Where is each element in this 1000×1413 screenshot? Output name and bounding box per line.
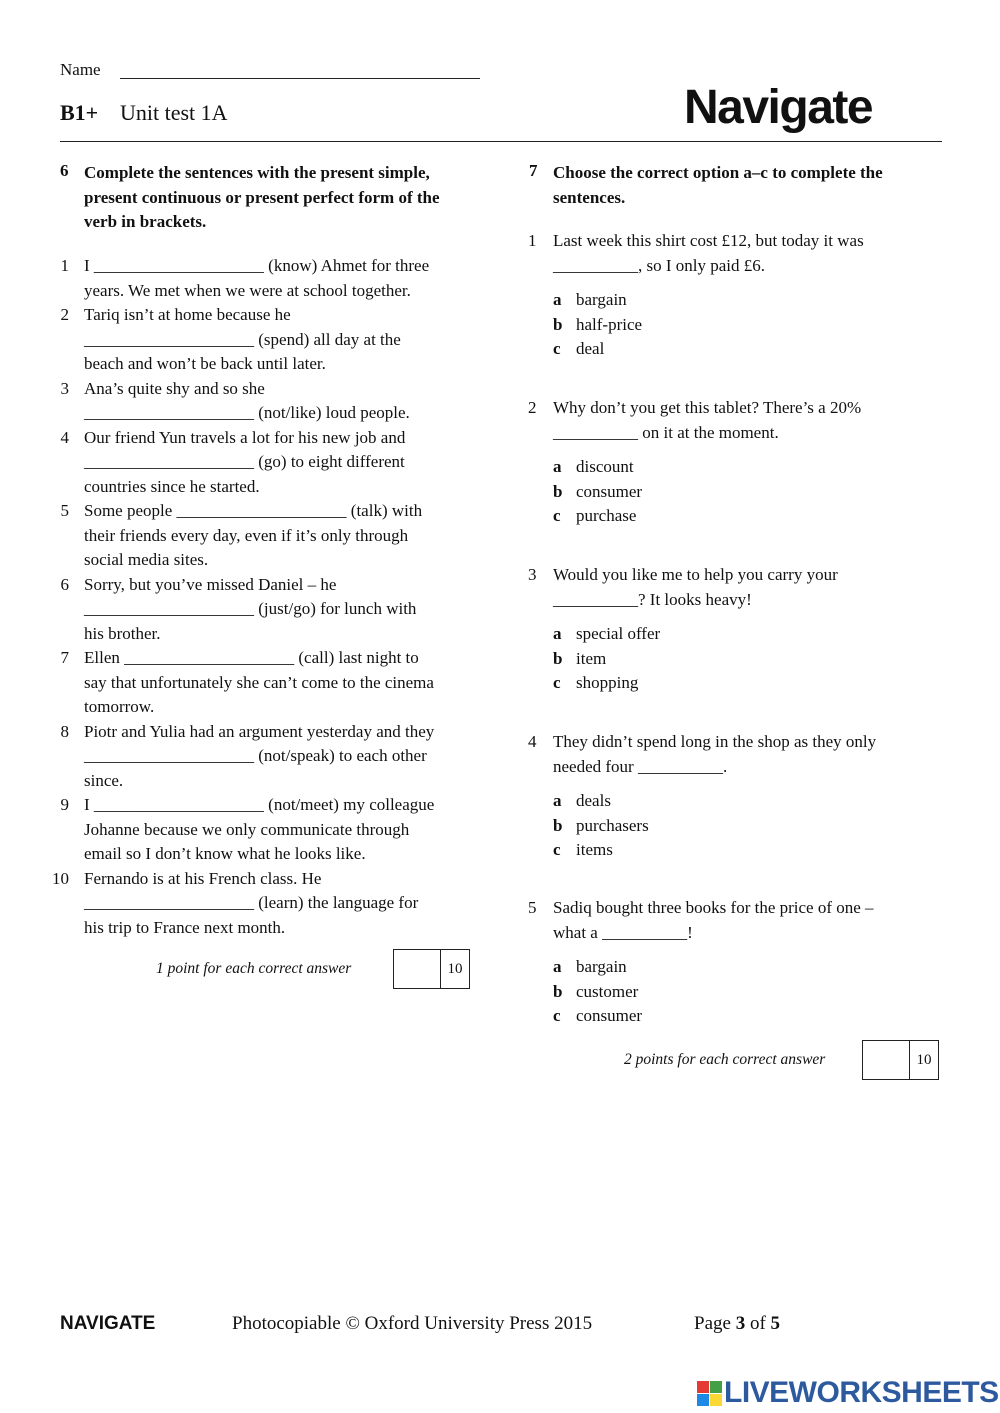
level-label: B1+	[60, 100, 99, 125]
question-line: Last week this shirt cost £12, but today it was	[553, 231, 864, 250]
section6-item	[50, 646, 470, 720]
item-number: 8	[60, 721, 69, 741]
option-text: items	[576, 840, 613, 859]
item-line: his trip to France next month.	[84, 917, 286, 937]
item-text[interactable]	[84, 254, 470, 303]
item-line: Piotr and Yulia had an argument yesterday and they	[84, 721, 435, 741]
item-number: 1	[60, 256, 69, 275]
section7-instruction: Choose the correct option a–c to complete the sentences.	[553, 163, 883, 207]
footer-page-number	[694, 1313, 780, 1335]
item-text[interactable]	[84, 499, 470, 573]
section7-points-text: 2 points for each correct answer	[624, 1051, 826, 1068]
question-line: Why don’t you get this tablet? There’s a 20%	[553, 398, 862, 417]
question-line: Would you like me to help you carry your	[553, 565, 838, 584]
question-number: 4	[528, 732, 537, 751]
option-letter: a	[553, 957, 562, 976]
section6-score-input[interactable]	[394, 950, 441, 988]
item-line: tomorrow.	[84, 697, 155, 716]
option-letter: c	[553, 840, 561, 859]
question-text	[553, 896, 928, 945]
item-line: ____________________ (not/speak) to each other	[84, 746, 427, 765]
option-b[interactable]	[553, 980, 638, 1005]
section7-max-score: 10	[916, 1051, 932, 1068]
option-letter: c	[553, 673, 561, 692]
item-number: 4	[60, 427, 69, 447]
item-line: ____________________ (spend) all day at the	[84, 329, 401, 349]
item-line: email so I don’t know what he looks like.	[84, 844, 366, 863]
option-letter: c	[553, 1006, 561, 1025]
item-line: Ana’s quite shy and so she	[84, 378, 265, 398]
option-letter: b	[553, 815, 563, 835]
item-line: years. We met when we were at school together.	[84, 280, 411, 300]
item-line: their friends every day, even if it’s only through	[84, 525, 409, 545]
page-current: 3	[735, 1313, 746, 1334]
item-line: Some people ____________________ (talk) with	[84, 501, 423, 520]
item-line: Tariq isn’t at home because he	[84, 305, 291, 324]
item-line: say that unfortunately she can’t come to the cinema	[84, 672, 434, 692]
item-line: I ____________________ (know) Ahmet for three	[84, 256, 430, 275]
option-b[interactable]	[553, 814, 649, 839]
option-c[interactable]	[553, 1004, 642, 1029]
option-text: shopping	[576, 673, 639, 692]
question-number: 2	[528, 398, 537, 417]
section6-item	[50, 426, 470, 500]
option-letter: a	[553, 290, 562, 309]
section6-score-box	[393, 949, 470, 989]
option-b[interactable]	[553, 647, 606, 672]
option-a[interactable]	[553, 288, 627, 313]
item-number: 10	[52, 868, 69, 888]
option-c[interactable]	[553, 671, 638, 696]
item-number: 6	[60, 574, 69, 594]
item-line: Fernando is at his French class. He	[84, 868, 322, 888]
item-text[interactable]	[84, 377, 470, 426]
option-text: item	[576, 648, 607, 668]
section6-item	[50, 377, 470, 426]
item-line: social media sites.	[84, 550, 209, 569]
item-text[interactable]	[84, 646, 470, 720]
option-b[interactable]	[553, 480, 642, 505]
name-label: Name	[60, 60, 101, 79]
item-text[interactable]	[84, 573, 470, 647]
option-c[interactable]	[553, 838, 613, 863]
item-text[interactable]	[84, 303, 470, 377]
section6-item	[50, 720, 470, 794]
option-a[interactable]	[553, 955, 627, 980]
unit-title: Unit test 1A	[120, 100, 228, 125]
item-text[interactable]	[84, 426, 470, 500]
item-text[interactable]	[84, 867, 470, 941]
section7-number: 7	[529, 161, 538, 180]
question-number: 5	[528, 898, 537, 917]
option-text: customer	[576, 981, 639, 1001]
section7-score-input[interactable]	[863, 1041, 910, 1079]
section7-question	[528, 896, 928, 945]
section7-question	[528, 396, 928, 445]
option-text: discount	[576, 457, 634, 476]
item-line: beach and won’t be back until later.	[84, 354, 326, 373]
option-text: consumer	[576, 1006, 643, 1025]
item-line: since.	[84, 770, 124, 790]
logo-square	[697, 1394, 709, 1406]
footer-brand: NAVIGATE	[60, 1313, 156, 1334]
item-line: Sorry, but you’ve missed Daniel – he	[84, 574, 337, 594]
logo-square	[710, 1394, 722, 1406]
item-number: 5	[60, 501, 69, 520]
option-letter: a	[553, 624, 562, 643]
option-c[interactable]	[553, 337, 604, 362]
question-text	[553, 563, 928, 612]
item-line: Our friend Yun travels a lot for his new job and	[84, 427, 406, 447]
item-line: I ____________________ (not/meet) my colleague	[84, 795, 435, 814]
option-text: half-price	[576, 314, 643, 334]
option-letter: a	[553, 457, 562, 476]
option-letter: a	[553, 791, 562, 810]
item-line: Johanne because we only communicate through	[84, 819, 410, 839]
section6-item	[50, 499, 470, 573]
item-number: 2	[60, 305, 69, 324]
item-line: countries since he started.	[84, 476, 260, 496]
section7-question	[528, 229, 928, 278]
option-text: consumer	[576, 481, 643, 501]
logo-square	[697, 1381, 709, 1393]
footer-copyright: Photocopiable © Oxford University Press 2015	[232, 1313, 593, 1334]
item-number: 3	[60, 378, 69, 398]
name-field[interactable]	[120, 78, 480, 79]
liveworksheets-logo-icon	[697, 1381, 721, 1405]
item-number: 9	[60, 795, 69, 814]
option-a[interactable]	[553, 789, 611, 814]
section6-number: 6	[60, 161, 69, 180]
item-line: ____________________ (go) to eight different	[84, 452, 405, 471]
question-text	[553, 396, 928, 445]
item-line: ____________________ (just/go) for lunch with	[84, 599, 417, 618]
option-text: purchase	[576, 506, 637, 525]
section6-max-score: 10	[447, 960, 463, 977]
section6-item	[50, 793, 470, 867]
option-c[interactable]	[553, 504, 636, 529]
option-text: purchasers	[576, 815, 649, 835]
section6-item	[50, 867, 470, 941]
option-letter: c	[553, 339, 561, 358]
question-line: what a __________!	[553, 922, 693, 942]
question-line: __________? It looks heavy!	[553, 589, 752, 609]
option-text: deals	[576, 791, 611, 810]
option-letter: c	[553, 506, 561, 525]
liveworksheets-watermark	[697, 1376, 999, 1410]
option-text: bargain	[576, 957, 627, 976]
question-number: 3	[528, 565, 537, 584]
option-text: deal	[576, 339, 605, 358]
item-text[interactable]	[84, 793, 470, 867]
item-line: ____________________ (not/like) loud people.	[84, 403, 410, 422]
section6-points-text: 1 point for each correct answer	[156, 960, 352, 977]
question-text	[553, 229, 928, 278]
option-a[interactable]	[553, 622, 660, 647]
item-text[interactable]	[84, 720, 470, 794]
option-a[interactable]	[553, 455, 634, 480]
question-line: They didn’t spend long in the shop as they only	[553, 732, 877, 751]
question-line: needed four __________.	[553, 756, 728, 776]
option-letter: b	[553, 481, 563, 501]
section6-instruction: Complete the sentences with the present simple, present continuous or present perfect form of the verb in brackets.	[84, 163, 440, 231]
option-text: bargain	[576, 290, 627, 309]
option-b[interactable]	[553, 313, 642, 338]
page-mid: of	[745, 1313, 771, 1334]
section6-item	[50, 254, 470, 303]
question-text	[553, 730, 928, 779]
page-total: 5	[770, 1313, 781, 1334]
item-line: ____________________ (learn) the language for	[84, 893, 419, 912]
option-letter: b	[553, 981, 563, 1001]
section7-question	[528, 563, 928, 612]
option-letter: b	[553, 648, 563, 668]
section6-item	[50, 573, 470, 647]
item-line: Ellen ____________________ (call) last night to	[84, 648, 419, 667]
page-prefix: Page	[694, 1313, 736, 1334]
navigate-logo: Navigate	[684, 81, 873, 134]
question-line: Sadiq bought three books for the price of one –	[553, 898, 874, 917]
header-divider	[60, 141, 942, 142]
question-line: __________ on it at the moment.	[553, 422, 779, 442]
question-line: __________, so I only paid £6.	[553, 255, 766, 275]
section7-question	[528, 730, 928, 779]
logo-square	[710, 1381, 722, 1393]
liveworksheets-text: LIVEWORKSHEETS	[724, 1376, 999, 1409]
item-number: 7	[60, 648, 69, 667]
option-text: special offer	[576, 624, 661, 643]
option-letter: b	[553, 314, 563, 334]
section6-item	[50, 303, 470, 377]
question-number: 1	[528, 231, 537, 250]
item-line: his brother.	[84, 623, 161, 643]
section7-score-box	[862, 1040, 939, 1080]
